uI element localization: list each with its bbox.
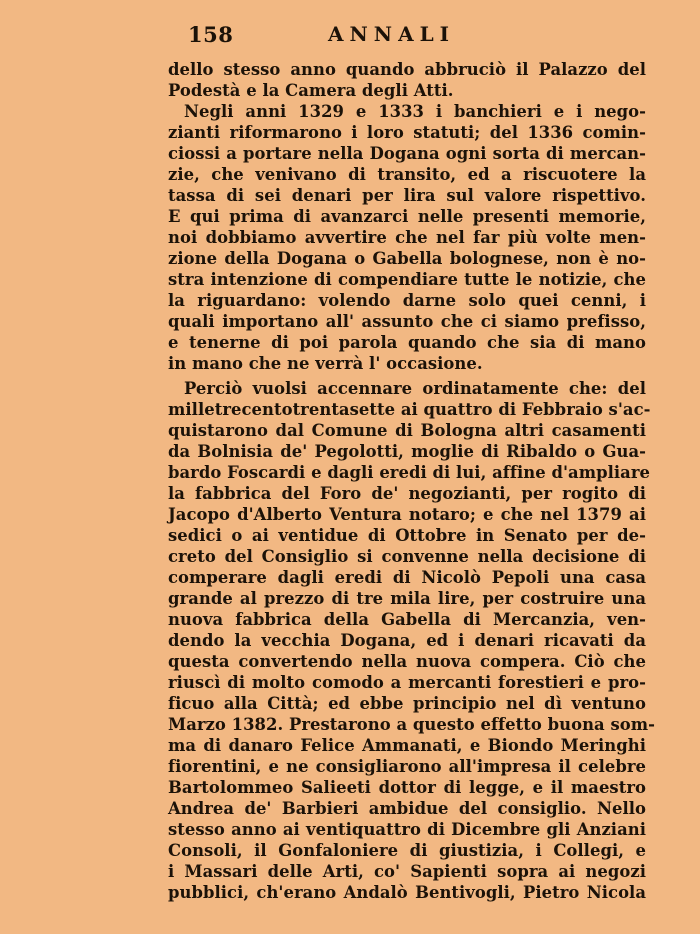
- text-line: bardo Foscardi e dagli eredi di lui, affine d'ampliare: [168, 463, 650, 482]
- text-line: comperare dagli eredi di Nicolò Pepoli una casa: [168, 568, 646, 587]
- text-line: quali importano all' assunto che ci siamo prefisso,: [168, 312, 646, 331]
- text-line: ma di danaro Felice Ammanati, e Biondo Meringhi: [168, 736, 646, 755]
- running-title: ANNALI: [328, 22, 456, 46]
- page-number: 158: [188, 22, 234, 47]
- text-line: tassa di sei denari per lira sul valore rispettivo.: [168, 186, 646, 205]
- text-line: i Massari delle Arti, co' Sapienti sopra ai negozi: [168, 862, 646, 881]
- text-line: Perciò vuolsi accennare ordinatamente che: del: [184, 379, 646, 398]
- text-line: Andrea de' Barbieri ambidue del consiglio. Nello: [168, 799, 646, 818]
- text-line: pubblici, ch'erano Andalò Bentivogli, Pietro Nicola: [168, 883, 646, 902]
- text-line: grande al prezzo di tre mila lire, per costruire una: [168, 589, 646, 608]
- text-line: creto del Consiglio si convenne nella decisione di: [168, 547, 646, 566]
- text-line: ficuo alla Città; ed ebbe principio nel dì ventuno: [168, 694, 646, 713]
- text-line: riuscì di molto comodo a mercanti forestieri e pro-: [168, 673, 646, 692]
- text-line: Jacopo d'Alberto Ventura notaro; e che nel 1379 ai: [168, 505, 646, 524]
- text-line: questa convertendo nella nuova compera. Ciò che: [168, 652, 646, 671]
- text-line: la riguardano: volendo darne solo quei cenni, i: [168, 291, 646, 310]
- text-line: nuova fabbrica della Gabella di Mercanzia, ven-: [168, 610, 646, 629]
- text-line: stesso anno ai ventiquattro di Dicembre gli Anziani: [168, 820, 646, 839]
- text-line: milletrecentotrentasette ai quattro di Febbraio s'ac-: [168, 400, 651, 419]
- text-line: zione della Dogana o Gabella bolognese, non è no-: [168, 249, 646, 268]
- text-line: zie, che venivano di transito, ed a riscuotere la: [168, 165, 646, 184]
- text-line: noi dobbiamo avvertire che nel far più volte men-: [168, 228, 646, 247]
- text-line: Negli anni 1329 e 1333 i banchieri e i nego-: [184, 102, 646, 121]
- body-text: [168, 59, 655, 903]
- text-line: ciossi a portare nella Dogana ogni sorta di mercan-: [168, 144, 646, 163]
- text-line: E qui prima di avanzarci nelle presenti memorie,: [168, 207, 646, 226]
- text-line: zianti riformarono i loro statuti; del 1336 comin-: [168, 123, 646, 142]
- text-line: sedici o ai ventidue di Ottobre in Senato per de-: [168, 526, 646, 545]
- text-line: quistarono dal Comune di Bologna altri casamenti: [168, 421, 646, 440]
- text-line: stra intenzione di compendiare tutte le notizie, che: [168, 270, 646, 289]
- text-line: Consoli, il Gonfaloniere di giustizia, i Collegi, e: [168, 841, 646, 860]
- text-line: Marzo 1382. Prestarono a questo effetto buona som-: [168, 715, 655, 734]
- text-line: Podestà e la Camera degli Atti.: [168, 81, 454, 100]
- text-line: in mano che ne verrà l' occasione.: [168, 354, 483, 373]
- text-line: da Bolnisia de' Pegolotti, moglie di Ribaldo o Gua-: [168, 442, 646, 461]
- text-line: la fabbrica del Foro de' negozianti, per rogito di: [168, 484, 646, 503]
- text-line: fiorentini, e ne consigliarono all'impresa il celebre: [168, 757, 646, 776]
- text-line: dendo la vecchia Dogana, ed i denari ricavati da: [168, 631, 646, 650]
- text-line: Bartolommeo Salieeti dottor di legge, e il maestro: [168, 778, 646, 797]
- page-header: [188, 22, 548, 52]
- text-line: dello stesso anno quando abbruciò il Palazzo del: [168, 60, 646, 79]
- text-line: e tenerne di poi parola quando che sia di mano: [168, 333, 646, 352]
